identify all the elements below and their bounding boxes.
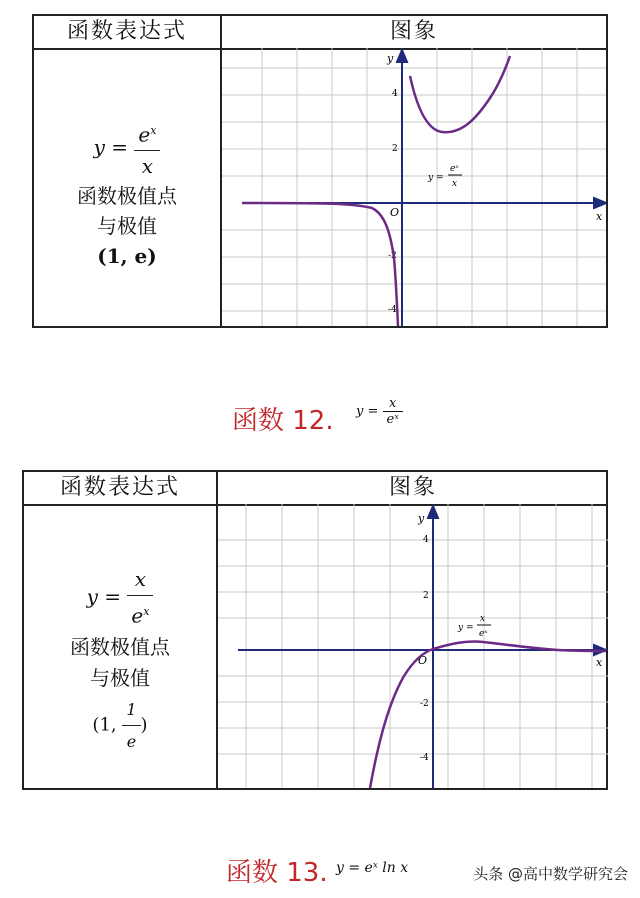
- extreme-point-value: (1, e): [97, 243, 157, 268]
- heading-function-12: 函数 12.: [232, 406, 334, 436]
- svg-text:y =: y =: [428, 173, 444, 183]
- expression-cell: [24, 564, 216, 757]
- heading-12-formula: y = $\frac{x}{\text{eˣ}}$: [356, 396, 403, 427]
- heading-13-formula: y = eˣ ln x: [336, 860, 409, 876]
- header-graph: 图象: [388, 475, 437, 500]
- function-table-2: [22, 470, 608, 790]
- extreme-point-label: 函数极值点: [70, 634, 170, 659]
- origin-label: O: [418, 654, 428, 667]
- table-header: [34, 16, 606, 50]
- tick-neg2: -2: [420, 699, 429, 709]
- curve: [370, 641, 606, 788]
- tick-neg4: -4: [388, 305, 397, 315]
- header-graph: 图象: [389, 19, 438, 44]
- axes: [238, 506, 606, 788]
- expression-cell: [34, 116, 220, 271]
- function-table-1: [32, 14, 608, 328]
- extreme-value-label: 与极值: [90, 665, 150, 690]
- watermark: 头条 @高中数学研究会: [473, 865, 628, 883]
- heading-function-13: 函数 13.: [226, 858, 328, 888]
- tick-neg2: -2: [388, 251, 397, 261]
- y-axis-arrow: [397, 50, 407, 62]
- svg-text:eˣ: eˣ: [479, 629, 488, 639]
- svg-text:x: x: [480, 614, 486, 624]
- grid: [218, 504, 608, 788]
- svg-text:y =: y =: [458, 623, 474, 633]
- tick-neg4: -4: [420, 753, 429, 763]
- function-formula: y = $\frac{e^x}{x}$: [34, 116, 220, 181]
- tick-4: 4: [423, 535, 429, 545]
- header-expression: 函数表达式: [66, 19, 187, 44]
- y-axis-label: y: [418, 512, 425, 525]
- svg-text:x: x: [452, 179, 458, 189]
- x-axis-label: x: [596, 656, 603, 669]
- table-header: [24, 472, 606, 506]
- graph-2: [218, 504, 608, 788]
- header-expression: 函数表达式: [59, 475, 180, 500]
- tick-2: 2: [423, 591, 429, 601]
- function-formula: y = $\frac{x}{e^x}$: [24, 564, 216, 632]
- curve-left-branch: [242, 203, 398, 326]
- extreme-point-value: (1, $\frac{1}{e}$ ): [24, 694, 216, 757]
- graph-1: [222, 48, 606, 326]
- y-axis-arrow: [428, 506, 438, 518]
- curve-right-branch: [410, 56, 510, 132]
- extreme-point-label: 函数极值点: [77, 183, 177, 208]
- tick-2: 2: [392, 144, 398, 154]
- origin-label: O: [390, 206, 400, 219]
- svg-text:eˣ: eˣ: [450, 164, 459, 174]
- tick-4: 4: [392, 89, 398, 99]
- x-axis-label: x: [596, 210, 603, 223]
- y-axis-label: y: [387, 52, 394, 65]
- extreme-value-label: 与极值: [97, 213, 157, 238]
- x-axis-arrow: [594, 198, 606, 208]
